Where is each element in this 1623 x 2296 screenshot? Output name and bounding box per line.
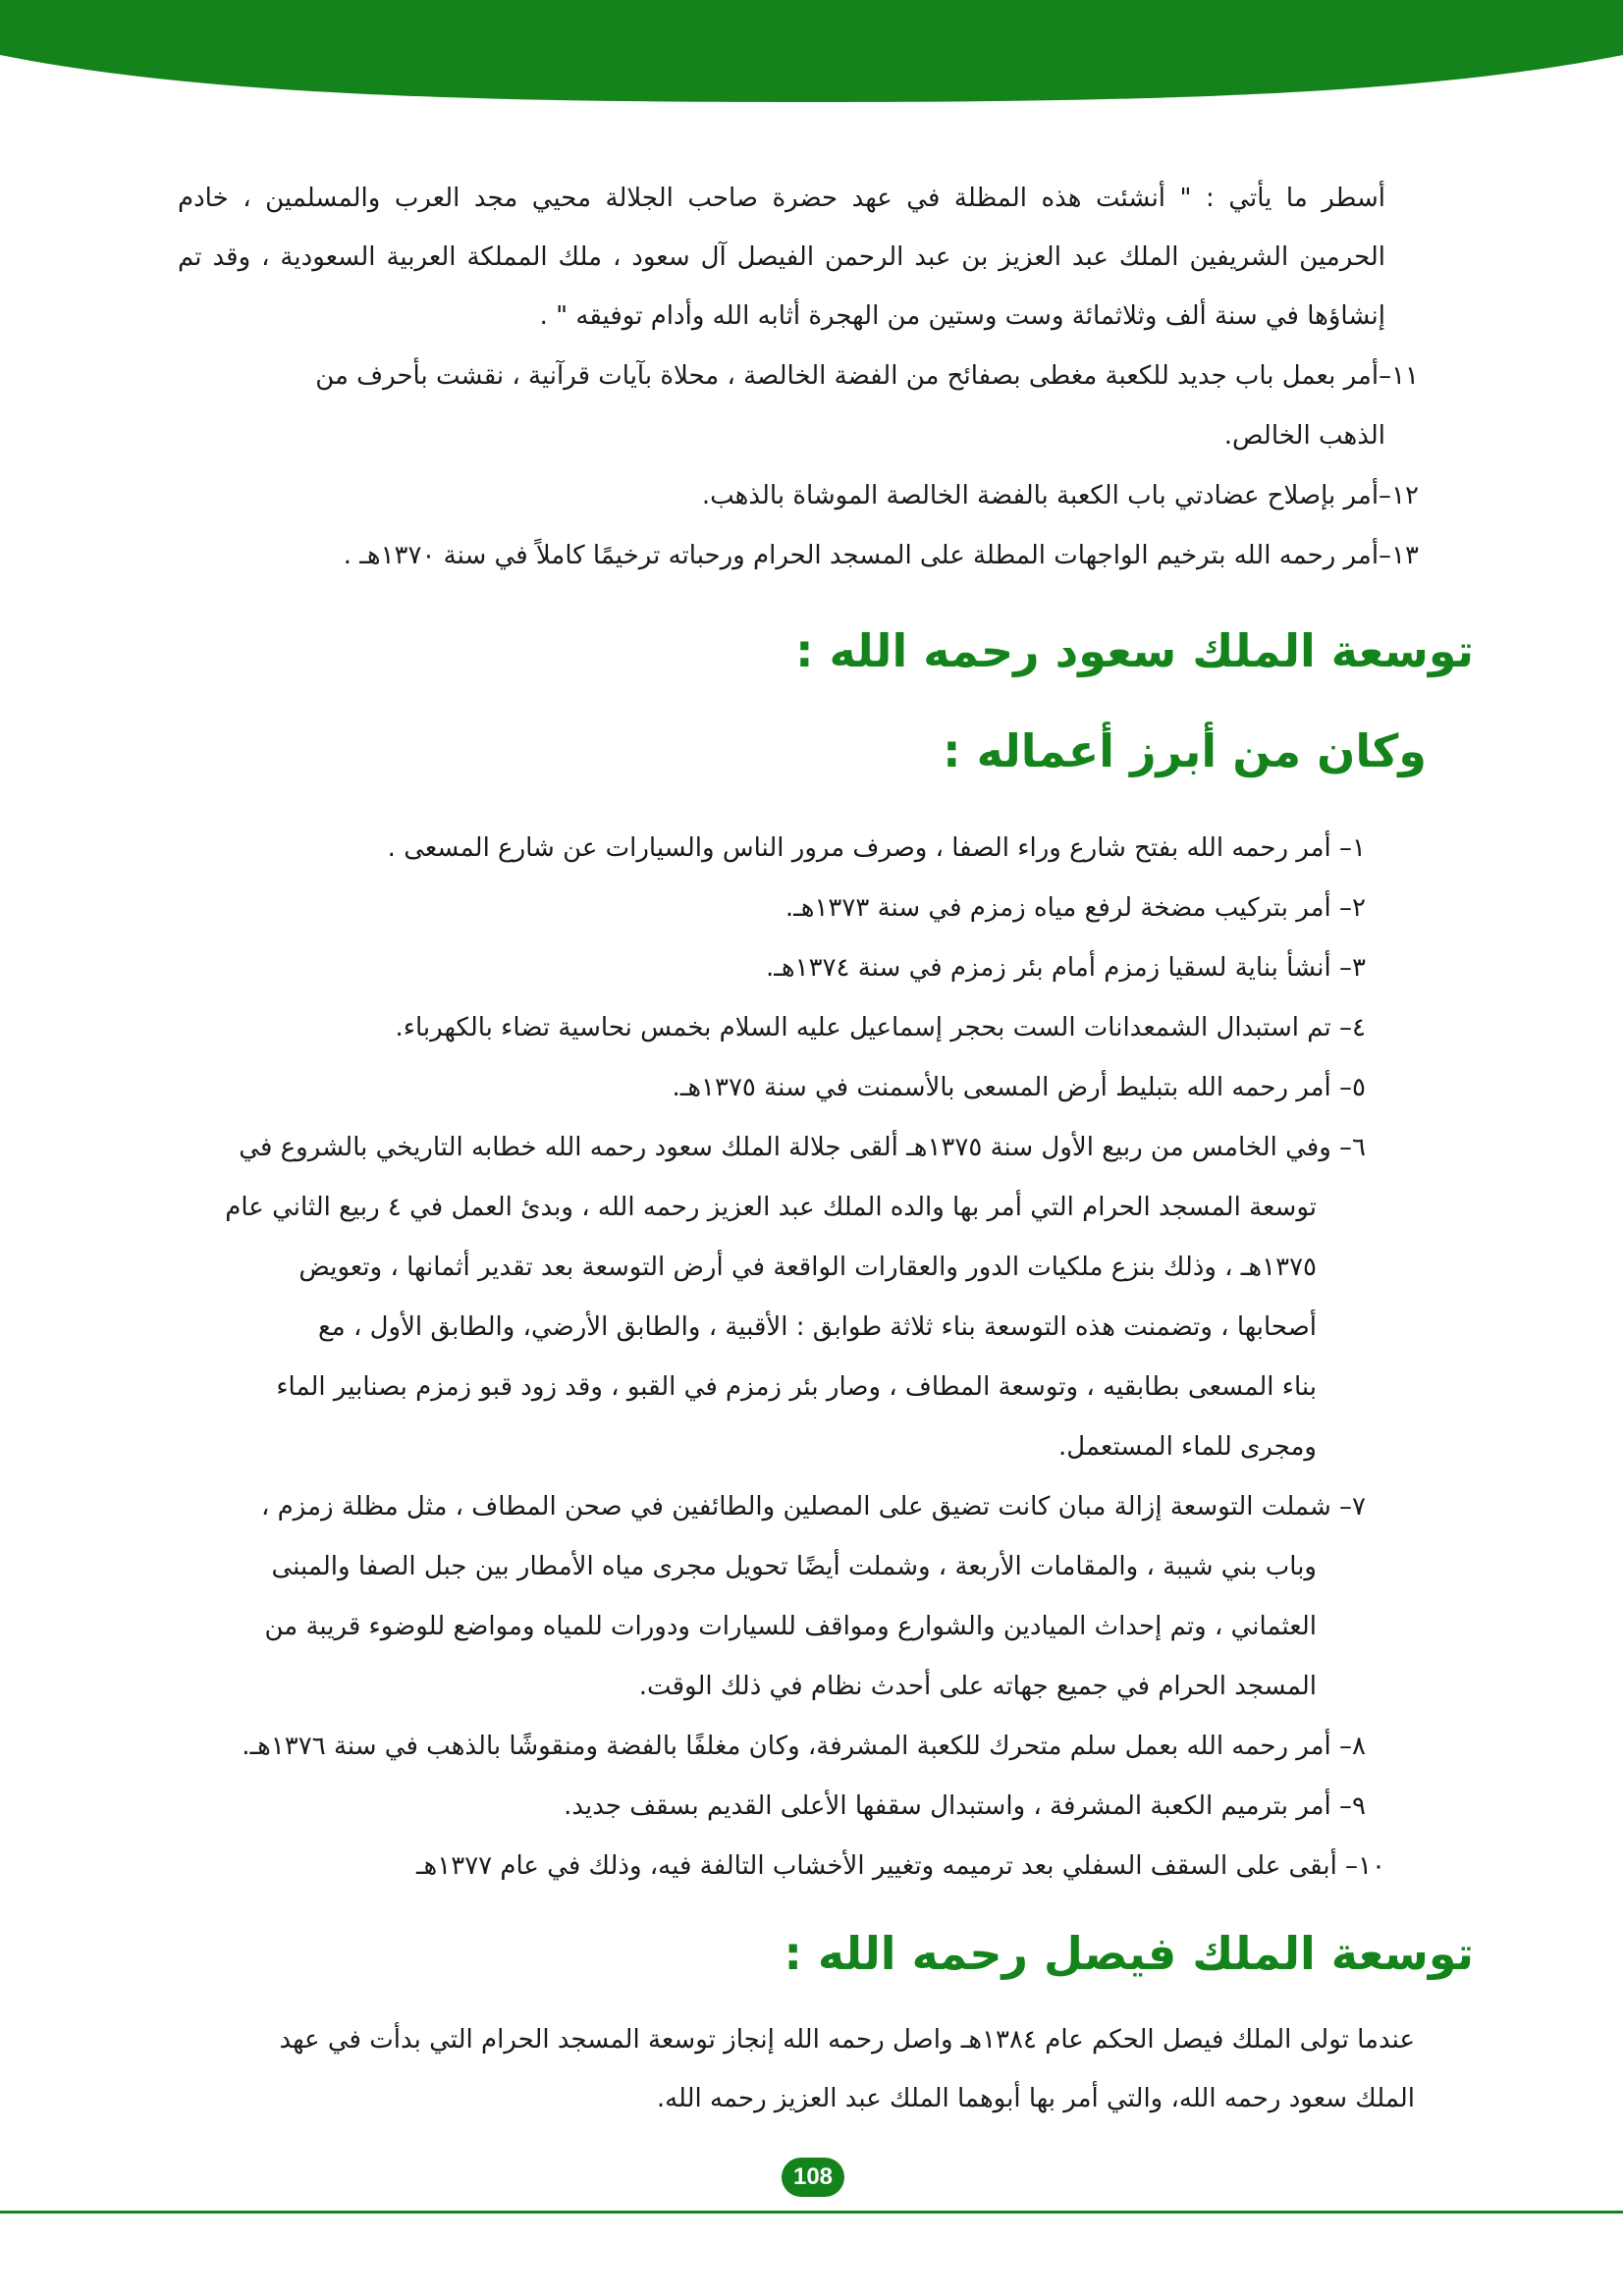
- list-item: الذهب الخالص.: [1223, 421, 1385, 451]
- body-paragraph-line: عندما تولى الملك فيصل الحكم عام ١٣٨٤هـ واصل رحمه الله إنجاز توسعة المسجد الحرام التي بدأت في عهد: [279, 2025, 1415, 2055]
- body-paragraph-line: الملك سعود رحمه الله، والتي أمر بها أبوهما الملك عبد العزيز رحمه الله.: [656, 2084, 1415, 2113]
- list-item: ٨– أمر رحمه الله بعمل سلم متحرك للكعبة المشرفة، وكان مغلفًا بالفضة ومنقوشًا بالذهب في سنة ١٣٧٦هـ.: [242, 1732, 1366, 1761]
- footer-rule: [0, 2211, 1623, 2214]
- list-item: ٩– أمر بترميم الكعبة المشرفة ، واستبدال سقفها الأعلى القديم بسقف جديد.: [564, 1791, 1366, 1821]
- list-item: ١٠– أبقى على السقف السفلي بعد ترميمه وتغيير الأخشاب التالفة فيه، وذلك في عام ١٣٧٧هـ: [415, 1851, 1385, 1881]
- list-item: ١– أمر رحمه الله بفتح شارع وراء الصفا ، وصرف مرور الناس والسيارات عن شارع المسعى .: [387, 833, 1366, 863]
- list-item: ١٢–أمر بإصلاح عضادتي باب الكعبة بالفضة الخالصة الموشاة بالذهب.: [701, 481, 1419, 510]
- list-item: ١١–أمر بعمل باب جديد للكعبة مغطى بصفائح من الفضة الخالصة ، محلاة بآيات قرآنية ، نقشت بأحرف من: [315, 361, 1419, 391]
- section-subheading: وكان من أبرز أعماله :: [943, 724, 1427, 777]
- list-item-continuation: ١٣٧٥هـ ، وذلك بنزع ملكيات الدور والعقارات الواقعة في أرض التوسعة بعد تقدير أثمانها ، وتعويض: [298, 1253, 1317, 1282]
- list-item: ٧– شملت التوسعة إزالة مبان كانت تضيق على المصلين والطائفين في صحن المطاف ، مثل مظلة زمزم ،: [261, 1492, 1366, 1522]
- list-item: ١٣–أمر رحمه الله بترخيم الواجهات المطلة على المسجد الحرام ورحباته ترخيمًا كاملاً في سنة ١٣٧٠هـ .: [343, 541, 1419, 570]
- section-heading-faisal: توسعة الملك فيصل رحمه الله :: [784, 1927, 1474, 1980]
- list-item-continuation: بناء المسعى بطابقيه ، وتوسعة المطاف ، وصار بئر زمزم في القبو ، وقد زود قبو زمزم بصنابير الماء: [276, 1372, 1317, 1402]
- page-number-badge: 108: [782, 2158, 844, 2197]
- list-item: ٥– أمر رحمه الله بتبليط أرض المسعى بالأسمنت في سنة ١٣٧٥هـ.: [672, 1073, 1366, 1102]
- list-item-continuation: توسعة المسجد الحرام التي أمر بها والده الملك عبد العزيز رحمه الله ، وبدئ العمل في ٤ ربيع الثاني عام: [225, 1193, 1317, 1222]
- section-heading-saud: توسعة الملك سعود رحمه الله :: [795, 624, 1474, 677]
- list-item-continuation: وباب بني شيبة ، والمقامات الأربعة ، وشملت أيضًا تحويل مجرى مياه الأمطار بين جبل الصفا والمبنى: [271, 1552, 1317, 1581]
- list-item: ٦– وفي الخامس من ربيع الأول سنة ١٣٧٥هـ ألقى جلالة الملك سعود رحمه الله خطابه التاريخي بالشروع في: [239, 1133, 1366, 1162]
- list-item-continuation: أصحابها ، وتضمنت هذه التوسعة بناء ثلاثة طوابق : الأقبية ، والطابق الأرضي، والطابق الأول ، مع: [317, 1312, 1317, 1342]
- list-item-continuation: المسجد الحرام في جميع جهاته على أحدث نظام في ذلك الوقت.: [638, 1672, 1317, 1701]
- list-item: ٢– أمر بتركيب مضخة لرفع مياه زمزم في سنة ١٣٧٣هـ.: [784, 893, 1366, 923]
- list-item: ٤– تم استبدال الشمعدانات الست بحجر إسماعيل عليه السلام بخمس نحاسية تضاء بالكهرباء.: [395, 1013, 1366, 1042]
- intro-line: إنشاؤها في سنة ألف وثلاثمائة وست وستين من الهجرة أثابه الله وأدام توفيقه " .: [539, 301, 1385, 331]
- list-item-continuation: العثماني ، وتم إحداث الميادين والشوارع ومواقف للسيارات ودورات للمياه ومواضع للوضوء قريبة من: [264, 1612, 1317, 1641]
- list-item: ٣– أنشأ بناية لسقيا زمزم أمام بئر زمزم في سنة ١٣٧٤هـ.: [766, 953, 1366, 983]
- intro-line: أسطر ما يأتي : " أنشئت هذه المظلة في عهد حضرة صاحب الجلالة محيي مجد العرب والمسلمين ، خادم: [178, 184, 1385, 213]
- list-item-continuation: ومجرى للماء المستعمل.: [1058, 1432, 1317, 1462]
- intro-line: الحرمين الشريفين الملك عبد العزيز بن عبد الرحمن الفيصل آل سعود ، ملك المملكة العربية السعودية ، وقد تم: [178, 242, 1385, 272]
